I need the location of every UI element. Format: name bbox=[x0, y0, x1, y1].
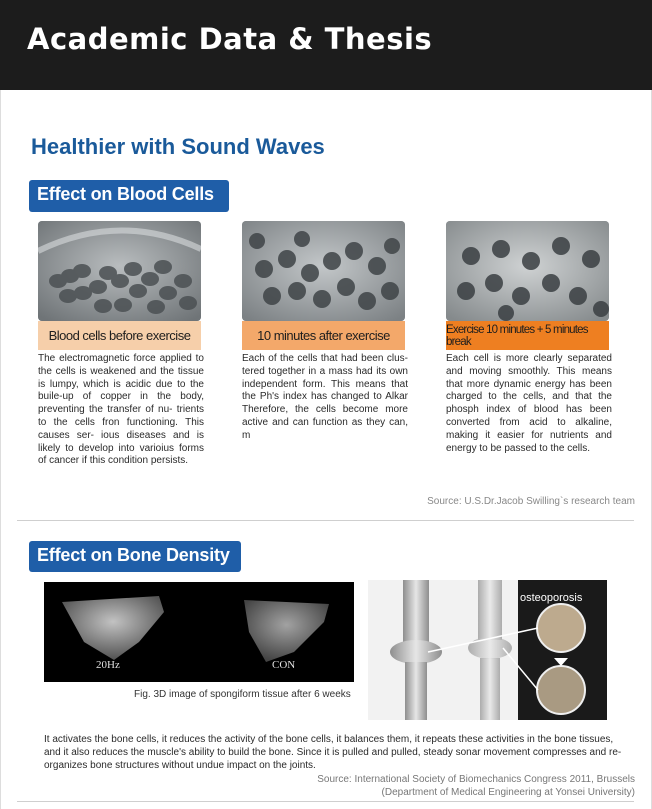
page-header bbox=[0, 0, 652, 90]
text-before-exercise: The electromagnetic force applied to the cells is weakened and the tissue is lumpy, which is acidic due to the buile-up of copper in the body, preventing the transfer of nu- trients to the cells fron functioning. This causes ser- ious diseases and is likely to develop into varioius forms of cancer if this condition persists. bbox=[38, 353, 204, 467]
blood-cells-break-image bbox=[446, 221, 609, 321]
bottom-divider bbox=[17, 801, 634, 802]
caption-10min-after: 10 minutes after exercise bbox=[242, 321, 405, 350]
blood-cells-section-badge: Effect on Blood Cells bbox=[29, 180, 229, 212]
label-con: CON bbox=[272, 659, 296, 671]
bone-source-line1: Source: International Society of Biomechanics Congress 2011, Brussels bbox=[317, 774, 635, 785]
blood-cell-column-10min bbox=[242, 221, 408, 443]
header-title: Academic Data & Thesis bbox=[27, 22, 433, 56]
page-heading: Healthier with Sound Waves bbox=[31, 134, 325, 159]
label-20hz: 20Hz bbox=[96, 659, 120, 671]
blood-source-note: Source: U.S.Dr.Jacob Swilling`s research team bbox=[427, 496, 635, 507]
caption-before-exercise: Blood cells before exercise bbox=[38, 321, 201, 350]
blood-cell-column-before bbox=[38, 221, 204, 468]
figure-caption: Fig. 3D image of spongiform tissue after 6 weeks bbox=[134, 689, 351, 700]
bone-source-note bbox=[305, 773, 635, 799]
bone-density-section-badge: Effect on Bone Density bbox=[29, 541, 241, 572]
text-10min-after: Each of the cells that had been clus- tered together in a mass had its own independent form. This means that the Ph's index has changed to Alkar Therefore, the cells become more active and can function as they can, m bbox=[242, 353, 408, 441]
osteoporosis-label: osteoporosis bbox=[520, 592, 583, 604]
text-exercise-break: Each cell is more clearly separated and moving smoothly. This means that more dynamic energy has been charged to the cells, and that the phosph index of blood has been converted from acid to alkaline, making it easier for nutrients and energy to be passed to the cells. bbox=[446, 353, 612, 454]
blood-cells-10min-image bbox=[242, 221, 405, 321]
blood-cell-column-break bbox=[446, 221, 612, 455]
bone-density-description: It activates the bone cells, it reduces the activity of the bone cells, it balances them, it repeats these activities in the bone tissues, and it also reduces the muscle's ability to build the bone. Since it is pulled and pulled, steady sonar movement compresses and re-organizes bone structures without undue impact on the joints. bbox=[44, 734, 622, 771]
section-divider bbox=[17, 520, 634, 521]
caption-exercise-break: Exercise 10 minutes + 5 minutes break bbox=[446, 321, 609, 350]
bone-source-line2: (Department of Medical Engineering at Yonsei University) bbox=[381, 787, 635, 798]
spongiform-3d-image bbox=[44, 582, 354, 682]
blood-cells-before-image bbox=[38, 221, 201, 321]
